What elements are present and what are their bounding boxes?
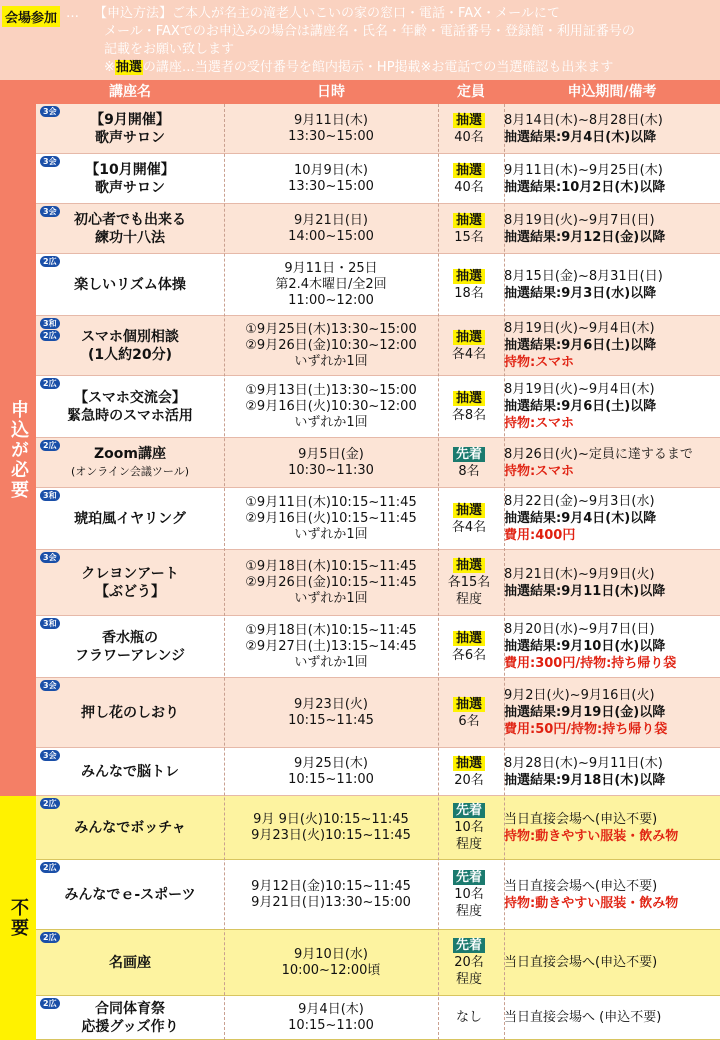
- datetime-line: ①9月18日(木)10:15~11:45: [245, 622, 417, 638]
- lottery-result-date: 抽選結果:9月3日(水)以降: [504, 285, 657, 301]
- table-row: [36, 488, 720, 550]
- room-tag: 3会: [40, 106, 60, 117]
- room-tag: 3会: [40, 156, 60, 167]
- datetime-line: 第2.4木曜日/全2回: [275, 276, 387, 292]
- application-period-note: [504, 996, 720, 1039]
- course-name-line: 合同体育祭: [95, 1000, 165, 1017]
- course-capacity: [438, 316, 500, 375]
- lottery-result-date: 抽選結果:9月12日(金)以降: [504, 229, 666, 245]
- badge-label: 抽選: [453, 213, 485, 228]
- header-ellipsis: …: [66, 6, 79, 21]
- application-period-note: [504, 550, 720, 615]
- column-divider: [438, 104, 439, 1040]
- capacity-line: 各4名: [451, 346, 487, 362]
- lottery-result-date: 抽選結果:9月4日(木)以降: [504, 129, 657, 145]
- lottery-badge: [453, 162, 485, 179]
- capacity-line: 8名: [458, 463, 480, 479]
- table-row: [36, 748, 720, 796]
- course-name-line: 初心者でも出来る: [74, 211, 186, 228]
- lottery-note-text: の講座…当選者の受付番号を館内掲示・HP掲載※お電話での当選確認も出来ます: [142, 60, 614, 75]
- course-capacity: [438, 860, 500, 929]
- column-capacity: 定員: [457, 84, 485, 100]
- capacity-line: なし: [455, 1010, 482, 1025]
- datetime-line: いずれか1回: [294, 353, 368, 369]
- first-come-badge: [453, 802, 485, 819]
- application-period-note: [504, 104, 720, 153]
- room-tag-secondary: 2広: [40, 330, 60, 341]
- lottery-note-line: [104, 59, 613, 77]
- capacity-line: 各15名: [447, 575, 491, 590]
- course-name-line: 琥珀風イヤリング: [74, 510, 186, 527]
- datetime-line: ①9月13日(土)13:30~15:00: [245, 382, 417, 398]
- course-name-line: 歌声サロン: [95, 129, 165, 146]
- course-name: [36, 930, 224, 995]
- table-row: [36, 796, 720, 860]
- course-name-line: 【ぶどう】: [95, 583, 165, 600]
- course-capacity: [438, 930, 500, 995]
- course-name: [36, 796, 224, 859]
- badge-label: 抽選: [453, 391, 485, 406]
- datetime-line: 13:30~15:00: [288, 178, 374, 194]
- capacity-line: 20名: [454, 955, 484, 970]
- datetime-line: 11:00~12:00: [288, 292, 374, 308]
- datetime-line: 9月 9日(火)10:15~11:45: [253, 811, 409, 827]
- course-name-subtitle: (オンライン会議ツール): [70, 464, 190, 478]
- course-capacity: [438, 796, 500, 859]
- lottery-badge: [453, 557, 485, 574]
- application-period: 9月2日(火)~9月16日(火): [504, 688, 655, 703]
- first-come-badge: [453, 446, 485, 463]
- application-note: 当日直接会場へ (申込不要): [504, 1010, 662, 1025]
- application-period-note: [504, 376, 720, 437]
- course-name-line: 歌声サロン: [95, 179, 165, 196]
- course-capacity: [438, 616, 500, 677]
- capacity-line: 40名: [454, 179, 484, 195]
- course-name: [36, 438, 224, 487]
- lottery-result-date: 抽選結果:10月2日(木)以降: [504, 179, 666, 195]
- column-header-row: [0, 80, 720, 104]
- datetime-line: 9月10日(水): [294, 946, 368, 962]
- datetime-line: 9月11日(木): [294, 112, 368, 128]
- badge-label: 抽選: [453, 330, 485, 345]
- datetime-line: 9月12日(金)10:15~11:45: [251, 878, 411, 894]
- course-name: [36, 488, 224, 549]
- items-or-fee-note: 持物:動きやすい服装・飲み物: [504, 828, 679, 844]
- course-name-line: Zoom講座: [94, 445, 166, 462]
- datetime-line: 14:00~15:00: [288, 228, 374, 244]
- application-period: 8月20日(水)~9月7日(日): [504, 622, 655, 637]
- first-come-badge: [453, 869, 485, 886]
- room-tag: 2広: [40, 378, 60, 389]
- course-datetime: [224, 550, 438, 615]
- datetime-line: 9月21日(日): [294, 212, 368, 228]
- application-info-header: [0, 0, 720, 80]
- capacity-line: 6名: [458, 713, 480, 729]
- application-period: 8月21日(木)~9月9日(火): [504, 566, 655, 582]
- table-row: [36, 678, 720, 748]
- datetime-line: 10:15~11:00: [288, 1017, 374, 1033]
- room-tag: 2広: [40, 798, 60, 809]
- application-period-note: [504, 616, 720, 677]
- course-name: [36, 860, 224, 929]
- column-course-name: 講座名: [109, 84, 151, 100]
- application-note: 8月26日(火)~定員に達するまで: [504, 446, 693, 462]
- lottery-badge: [453, 630, 485, 647]
- room-tag: 3和: [40, 490, 60, 501]
- capacity-line: 15名: [454, 229, 484, 245]
- datetime-line: 10月9日(木): [294, 162, 368, 178]
- room-tag: 3会: [40, 750, 60, 761]
- application-period-note: [504, 678, 720, 747]
- datetime-line: ②9月26日(金)10:15~11:45: [245, 574, 417, 590]
- badge-label: 先着: [453, 803, 485, 818]
- course-datetime: [224, 438, 438, 487]
- capacity-line: 10名: [454, 887, 484, 902]
- lottery-result-date: 抽選結果:9月18日(木)以降: [504, 772, 666, 788]
- course-name-line: 【スマホ交流会】: [74, 389, 186, 406]
- course-name-line: 練功十八法: [95, 229, 165, 246]
- application-period: 8月28日(木)~9月11日(木): [504, 755, 663, 771]
- course-name-line: 応援グッズ作り: [81, 1018, 179, 1035]
- badge-label: 先着: [453, 870, 485, 885]
- first-come-badge: [453, 937, 485, 954]
- badge-label: 抽選: [453, 163, 485, 178]
- application-period: 8月19日(火)~9月4日(木): [504, 382, 655, 397]
- application-note: 当日直接会場へ(申込不要): [504, 811, 658, 827]
- course-name-line: 名画座: [109, 954, 151, 971]
- lottery-result-date: 抽選結果:9月6日(土)以降: [504, 399, 657, 414]
- items-or-fee-note: 持物:スマホ: [504, 355, 574, 370]
- room-tag: 2広: [40, 998, 60, 1009]
- badge-label: 抽選: [453, 558, 485, 573]
- course-name: [36, 316, 224, 375]
- course-datetime: [224, 678, 438, 747]
- course-name: [36, 154, 224, 203]
- course-name-line: 【9月開催】: [90, 111, 170, 128]
- course-datetime: [224, 316, 438, 375]
- badge-label: 抽選: [453, 113, 485, 128]
- table-row: [36, 204, 720, 254]
- badge-label: 抽選: [453, 631, 485, 646]
- course-datetime: [224, 796, 438, 859]
- application-period: 8月14日(木)~8月28日(木): [504, 112, 663, 128]
- course-capacity: [438, 438, 500, 487]
- course-name-line: みんなで脳トレ: [81, 763, 179, 780]
- course-datetime: [224, 488, 438, 549]
- datetime-line: 10:30~11:30: [288, 462, 374, 478]
- room-tag: 3会: [40, 680, 60, 691]
- datetime-line: 9月23日(火): [294, 696, 368, 712]
- course-name-line: 【10月開催】: [85, 161, 175, 178]
- table-row: [36, 104, 720, 154]
- application-period: 8月19日(火)~9月7日(日): [504, 212, 655, 228]
- course-capacity: [438, 154, 500, 203]
- datetime-line: 9月21日(日)13:30~15:00: [251, 894, 411, 910]
- table-row: [36, 254, 720, 316]
- capacity-line: 20名: [454, 772, 484, 788]
- datetime-line: ②9月27日(土)13:15~14:45: [245, 638, 417, 654]
- course-name-line: 楽しいリズム体操: [74, 276, 186, 293]
- course-datetime: [224, 154, 438, 203]
- course-capacity: [438, 104, 500, 153]
- course-capacity: [438, 996, 500, 1039]
- course-capacity: [438, 488, 500, 549]
- lottery-badge: [453, 112, 485, 129]
- badge-label: 抽選: [453, 756, 485, 771]
- application-period: 8月22日(金)~9月3日(水): [504, 494, 655, 509]
- application-note: 当日直接会場へ(申込不要): [504, 955, 658, 970]
- datetime-line: 9月25日(木): [294, 755, 368, 771]
- course-capacity: [438, 204, 500, 253]
- lottery-result-date: 抽選結果:9月10日(水)以降: [504, 639, 666, 654]
- course-name: [36, 204, 224, 253]
- side-label-not-required-text: 不要: [8, 898, 29, 938]
- badge-label: 先着: [453, 938, 485, 953]
- course-name: [36, 104, 224, 153]
- application-period-note: [504, 488, 720, 549]
- lottery-result-date: 抽選結果:9月4日(木)以降: [504, 511, 657, 526]
- capacity-line: 10名: [454, 820, 484, 835]
- items-or-fee-note: 持物:動きやすい服装・飲み物: [504, 895, 679, 911]
- datetime-line: ②9月16日(火)10:30~12:00: [245, 398, 417, 414]
- capacity-line: 程度: [455, 837, 482, 852]
- application-period-note: [504, 930, 720, 995]
- room-tag: 3会: [40, 552, 60, 563]
- room-tag: 2広: [40, 932, 60, 943]
- lottery-badge: [453, 268, 485, 285]
- datetime-line: 9月23日(火)10:15~11:45: [251, 827, 411, 843]
- badge-label: 抽選: [453, 697, 485, 712]
- course-datetime: [224, 104, 438, 153]
- mail-fax-instruction-line-2: 記載をお願い致します: [104, 42, 235, 57]
- datetime-line: いずれか1回: [294, 654, 368, 670]
- items-or-fee-note: 費用:400円: [504, 528, 576, 543]
- lottery-result-date: 抽選結果:9月11日(木)以降: [504, 583, 666, 599]
- lottery-badge: [453, 696, 485, 713]
- items-or-fee-note: 費用:50円/持物:持ち帰り袋: [504, 722, 668, 737]
- course-name-line: フラワーアレンジ: [74, 647, 186, 664]
- room-tag: 2広: [40, 440, 60, 451]
- course-datetime: [224, 376, 438, 437]
- lottery-badge: [453, 390, 485, 407]
- table-row: [36, 616, 720, 678]
- application-period: 8月15日(金)~8月31日(日): [504, 268, 663, 284]
- datetime-line: 9月4日(木): [298, 1001, 364, 1017]
- course-name: [36, 678, 224, 747]
- column-divider: [504, 104, 505, 1040]
- capacity-line: 各6名: [451, 647, 487, 663]
- datetime-line: 9月5日(金): [298, 446, 364, 462]
- course-name-line: クレヨンアート: [81, 565, 179, 582]
- room-tag: 3和: [40, 618, 60, 629]
- course-name-line: 緊急時のスマホ活用: [67, 407, 193, 424]
- capacity-line: 程度: [455, 904, 482, 919]
- side-label-required: [0, 104, 36, 796]
- course-name: [36, 748, 224, 795]
- badge-label: 先着: [453, 447, 485, 462]
- table-row: [36, 376, 720, 438]
- course-datetime: [224, 254, 438, 315]
- table-row: [36, 154, 720, 204]
- table-row: [36, 316, 720, 376]
- application-period-note: [504, 438, 720, 487]
- lottery-badge: [453, 502, 485, 519]
- capacity-line: 各4名: [451, 519, 487, 535]
- course-datetime: [224, 860, 438, 929]
- datetime-line: ①9月18日(木)10:15~11:45: [245, 558, 417, 574]
- application-period-note: [504, 748, 720, 795]
- application-period-note: [504, 860, 720, 929]
- application-period-note: [504, 154, 720, 203]
- capacity-line: 程度: [455, 972, 482, 987]
- datetime-line: 10:00~12:00頃: [281, 962, 381, 978]
- datetime-line: いずれか1回: [294, 590, 368, 606]
- course-name-line: みんなでボッチャ: [74, 819, 186, 836]
- course-name-line: スマホ個別相談: [81, 328, 179, 345]
- room-tag: 2広: [40, 256, 60, 267]
- datetime-line: ②9月26日(金)10:30~12:00: [245, 337, 417, 353]
- datetime-line: 10:15~11:45: [288, 712, 374, 728]
- datetime-line: ②9月16日(火)10:15~11:45: [245, 510, 417, 526]
- capacity-line: 18名: [454, 285, 484, 301]
- application-period: 9月11日(木)~9月25日(木): [504, 162, 663, 178]
- course-capacity: [438, 678, 500, 747]
- badge-label: 抽選: [453, 503, 485, 518]
- table-row: [36, 930, 720, 996]
- side-label-not-required: [0, 796, 36, 1040]
- application-method-line: 【申込方法】ご本人が名主の滝老人いこいの家の窓口・電話・FAX・メールにて: [94, 6, 560, 21]
- course-name: [36, 996, 224, 1039]
- column-application-period: 申込期間/備考: [567, 84, 657, 100]
- application-period-note: [504, 316, 720, 375]
- application-period-note: [504, 204, 720, 253]
- datetime-line: 10:15~11:00: [288, 771, 374, 787]
- lottery-highlight: 抽選: [115, 60, 142, 75]
- datetime-line: いずれか1回: [294, 414, 368, 430]
- table-row: [36, 438, 720, 488]
- column-datetime: 日時: [317, 84, 345, 100]
- column-divider: [224, 104, 225, 1040]
- capacity-line: 各8名: [451, 407, 487, 423]
- mail-fax-instruction-line: メール・FAXでのお申込みの場合は講座名・氏名・年齢・電話番号・登録館・利用証番号の: [104, 24, 635, 39]
- venue-participation-badge: 会場参加: [2, 6, 60, 27]
- application-period: 8月19日(火)~9月4日(木): [504, 321, 655, 336]
- datetime-line: 13:30~15:00: [288, 128, 374, 144]
- badge-label: 抽選: [453, 269, 485, 284]
- table-row: [36, 996, 720, 1040]
- course-datetime: [224, 616, 438, 677]
- room-tag: 3会: [40, 206, 60, 217]
- lottery-badge: [453, 212, 485, 229]
- datetime-line: いずれか1回: [294, 526, 368, 542]
- course-datetime: [224, 748, 438, 795]
- lottery-result-date: 抽選結果:9月19日(金)以降: [504, 705, 666, 720]
- side-label-required-text: 申込が必要: [8, 400, 29, 500]
- datetime-line: 9月11日・25日: [284, 260, 378, 276]
- capacity-line: 程度: [455, 592, 482, 607]
- items-or-fee-note: 持物:スマホ: [504, 463, 574, 479]
- items-or-fee-note: 費用:300円/持物:持ち帰り袋: [504, 656, 677, 671]
- course-name: [36, 254, 224, 315]
- lottery-result-date: 抽選結果:9月6日(土)以降: [504, 338, 657, 353]
- lottery-badge: [453, 755, 485, 772]
- capacity-line: 40名: [454, 129, 484, 145]
- room-tag: 3和: [40, 318, 60, 329]
- course-capacity: [438, 254, 500, 315]
- course-name: [36, 616, 224, 677]
- course-name-line: 押し花のしおり: [81, 704, 179, 721]
- course-name-line: (1人約20分): [87, 346, 173, 363]
- course-name-line: 香水瓶の: [102, 629, 158, 646]
- table-row: [36, 860, 720, 930]
- course-name-line: みんなでｅ-スポーツ: [64, 886, 196, 903]
- course-datetime: [224, 930, 438, 995]
- course-name: [36, 376, 224, 437]
- datetime-line: ①9月11日(木)10:15~11:45: [245, 494, 417, 510]
- lottery-badge: [453, 329, 485, 346]
- room-tag: 2広: [40, 862, 60, 873]
- lottery-note-prefix: ※: [104, 60, 115, 75]
- course-name: [36, 550, 224, 615]
- items-or-fee-note: 持物:スマホ: [504, 416, 574, 431]
- course-datetime: [224, 204, 438, 253]
- course-capacity: [438, 748, 500, 795]
- datetime-line: ①9月25日(木)13:30~15:00: [245, 321, 417, 337]
- application-period-note: [504, 254, 720, 315]
- course-datetime: [224, 996, 438, 1039]
- course-capacity: [438, 376, 500, 437]
- table-row: [36, 550, 720, 616]
- application-period-note: [504, 796, 720, 859]
- course-capacity: [438, 550, 500, 615]
- application-note: 当日直接会場へ(申込不要): [504, 878, 658, 894]
